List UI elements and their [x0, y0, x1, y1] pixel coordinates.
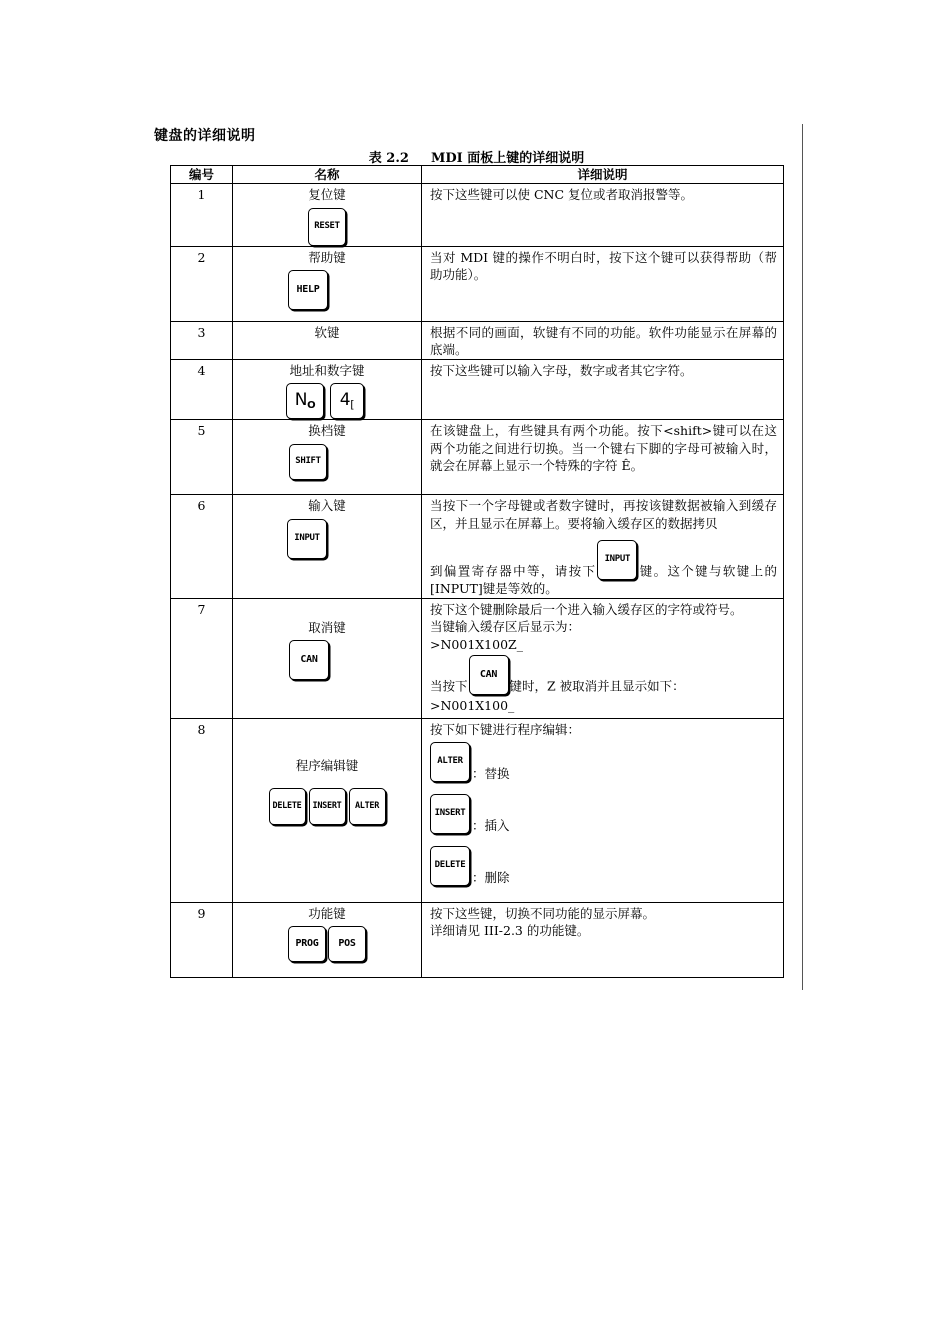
- row-desc-cell: [422, 718, 784, 902]
- row-desc-text: 键时，Z 被取消并且显示如下：: [509, 678, 685, 694]
- row-desc-cell: [422, 495, 784, 599]
- row-name-cell: [233, 718, 422, 902]
- edit-item-label: ：替换: [472, 765, 510, 781]
- table-number: 表 2.2: [368, 151, 409, 166]
- page-margin-rule: [802, 124, 803, 990]
- row-desc-cell: [422, 902, 784, 977]
- row-desc: 按下这些键，切换不同功能的显示屏幕。: [430, 905, 656, 921]
- row-name-cell: [233, 321, 422, 359]
- section-heading: 键盘的详细说明: [154, 128, 256, 144]
- row-desc-code: >N001X100Z_: [430, 636, 523, 652]
- row-desc: 按下如下键进行程序编辑：: [430, 721, 581, 737]
- row-desc: 根据不同的画面，软键有不同的功能。软件功能显示在屏幕的底端。: [422, 321, 784, 359]
- row-desc: 当按下一个字母键或者数字键时，再按该键数据被输入到缓存区，并且显示在屏幕上。要将输入缓存区的数据拷贝: [430, 498, 777, 531]
- row-name: 程序编辑键: [295, 757, 359, 773]
- row-desc-text: 到偏置寄存器中等，请按下: [430, 563, 597, 579]
- inline-can-key: CAN: [469, 655, 509, 695]
- row-name: 地址和数字键: [289, 362, 365, 378]
- row-desc-text: 键。这个键与软键上的[INPUT]键是等效的。: [430, 563, 777, 596]
- edit-item: [430, 794, 777, 834]
- edit-insert-key: INSERT: [430, 794, 470, 834]
- row-name-cell: [233, 495, 422, 599]
- shift-key: SHIFT: [289, 444, 327, 480]
- table-row: [171, 495, 784, 599]
- help-key: HELP: [288, 270, 328, 310]
- header-num: 编号: [171, 166, 233, 184]
- row-name: 复位键: [308, 187, 346, 202]
- row-num: 4: [171, 359, 233, 420]
- table-row: [171, 246, 784, 321]
- table-row: [171, 359, 784, 420]
- edit-alter-key: ALTER: [430, 742, 470, 782]
- row-name: 功能键: [308, 905, 346, 921]
- delete-key: DELETE: [269, 788, 306, 825]
- edit-delete-key: DELETE: [430, 846, 470, 886]
- can-key: CAN: [289, 640, 329, 680]
- table-row: [171, 902, 784, 977]
- row-name: 输入键: [308, 498, 346, 513]
- row-num: 6: [171, 495, 233, 599]
- row-name-cell: [233, 184, 422, 247]
- row-desc-text: 当按下: [430, 678, 468, 694]
- table-header-row: [171, 166, 784, 184]
- header-name: 名称: [233, 166, 422, 184]
- table-row: [171, 598, 784, 718]
- key-sub-char: O: [307, 400, 316, 412]
- row-name-cell: [233, 902, 422, 977]
- prog-key: PROG: [288, 926, 326, 962]
- key-main-char: N: [294, 390, 308, 411]
- row-name-cell: [233, 598, 422, 718]
- table-row: [171, 420, 784, 495]
- table-row: [171, 184, 784, 247]
- insert-key: INSERT: [309, 788, 346, 825]
- table-row: [171, 718, 784, 902]
- row-num: 5: [171, 420, 233, 495]
- edit-item-label: ：插入: [472, 817, 510, 833]
- address-key-no: [286, 383, 324, 419]
- input-key: INPUT: [287, 519, 327, 559]
- row-name: 软键: [314, 324, 340, 340]
- edit-item-label: ：删除: [472, 869, 510, 885]
- row-desc-inline-line: [430, 655, 777, 695]
- row-desc: 详细请见 III-2.3 的功能键。: [430, 923, 590, 938]
- header-desc: 详细说明: [422, 166, 784, 184]
- key-sub-char: [: [350, 398, 355, 412]
- row-num: 8: [171, 718, 233, 902]
- row-desc: 按下这些键可以输入字母，数字或者其它字符。: [422, 359, 784, 420]
- table-row: [171, 321, 784, 359]
- row-desc: 在该键盘上，有些键具有两个功能。按下<shift>键可以在这两个功能之间进行切换。当一个键右下脚的字母可被输入时，就会在屏幕上显示一个特殊的字符 Ê。: [422, 420, 784, 495]
- row-num: 9: [171, 902, 233, 977]
- edit-item: [430, 742, 777, 782]
- row-desc-code: >N001X100_: [430, 698, 515, 713]
- row-name-cell: [233, 420, 422, 495]
- row-name: 换档键: [308, 423, 346, 438]
- row-desc: 按下这些键可以使 CNC 复位或者取消报警等。: [422, 184, 784, 247]
- row-num: 1: [171, 184, 233, 247]
- table-title: MDI 面板上键的详细说明: [430, 151, 585, 166]
- row-name: 取消键: [308, 619, 346, 635]
- mdi-keys-table: [170, 165, 784, 978]
- numeric-key-4: [330, 383, 364, 419]
- row-num: 3: [171, 321, 233, 359]
- table-caption: [170, 147, 783, 166]
- inline-input-key: INPUT: [597, 540, 637, 580]
- row-desc-inline-line: [430, 540, 777, 598]
- row-name-cell: [233, 246, 422, 321]
- row-name: 帮助键: [308, 249, 346, 265]
- pos-key: POS: [328, 926, 366, 962]
- row-desc: 当键输入缓存区后显示为：: [430, 619, 581, 634]
- row-num: 7: [171, 598, 233, 718]
- alter-key: ALTER: [349, 788, 386, 825]
- key-main-char: 4: [339, 390, 351, 411]
- reset-key: RESET: [308, 208, 346, 246]
- row-desc: 当对 MDI 键的操作不明白时，按下这个键可以获得帮助（帮助功能）。: [422, 246, 784, 321]
- row-name-cell: [233, 359, 422, 420]
- row-desc-cell: [422, 598, 784, 718]
- edit-item: [430, 846, 777, 886]
- row-desc: 按下这个键删除最后一个进入输入缓存区的字符或符号。: [430, 601, 743, 617]
- row-num: 2: [171, 246, 233, 321]
